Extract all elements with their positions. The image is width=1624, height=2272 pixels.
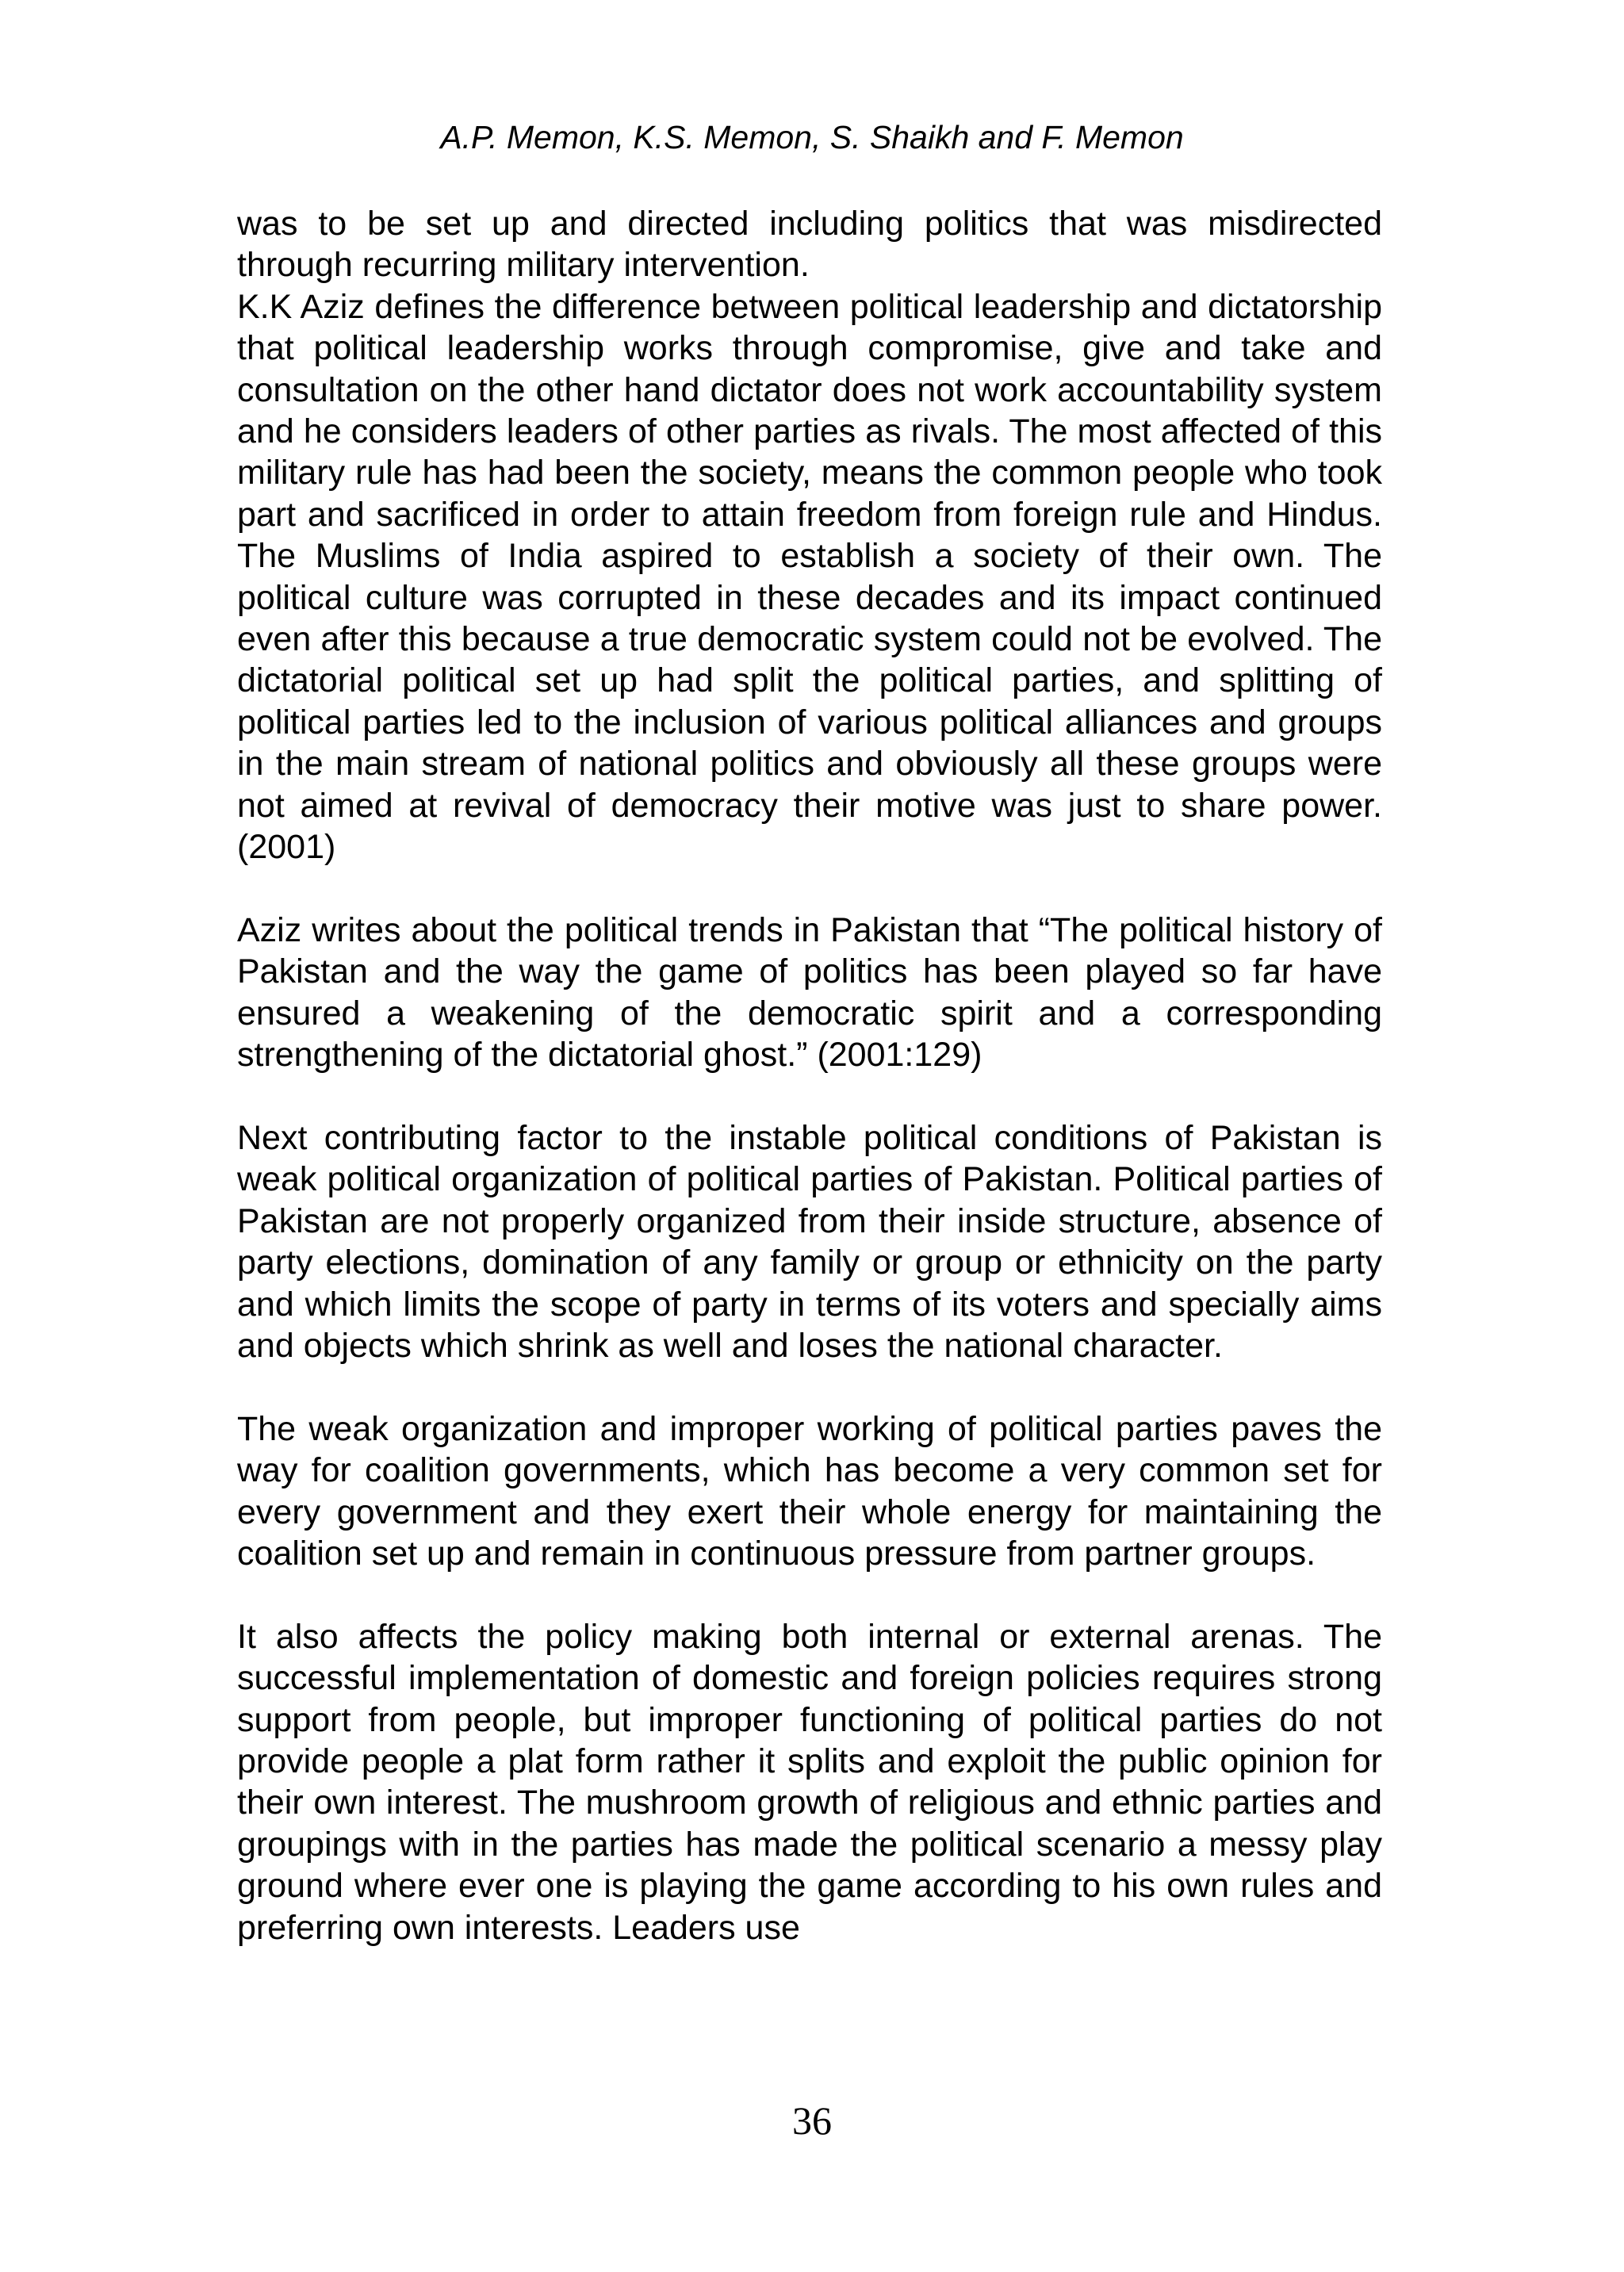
paragraph-party-organization: Next contributing factor to the instable political conditions of Pakistan is weak political organization of political parties of Pakistan. Political parties of Pakistan are not properly organized from their inside structure, absence of party elections, domination of any family or group or ethnicity on the party and which limits the scope of party in terms of its voters and specially aims and objects which shrink as well and loses the national character.	[237, 1118, 1382, 1365]
paragraph-aziz-quote: Aziz writes about the political trends in Pakistan that “The political history of Pakistan and the way the game of politics has been played so far have ensured a weakening of the democratic spirit and a corresponding strengthening of the dictatorial ghost.” (2001:129)	[237, 910, 1382, 1075]
paragraph-policy-making: It also affects the policy making both internal or external arenas. The successful implementation of domestic and foreign policies requires strong support from people, but improper functioning of political parties do not provide people a plat form rather it splits and exploit the public opinion for their own interest. The mushroom growth of religious and ethnic parties and groupings with in the parties has made the political scenario a messy play ground where ever one is playing the game according to his own rules and preferring own interests. Leaders use	[237, 1617, 1382, 1947]
page-number: 36	[792, 2098, 832, 2143]
paragraph-continuation: was to be set up and directed including politics that was misdirected through recurring military intervention.	[237, 205, 1382, 285]
running-header-authors: A.P. Memon, K.S. Memon, S. Shaikh and F. Memon	[440, 119, 1184, 155]
paragraph-coalition-governments: The weak organization and improper working of political parties paves the way for coalition governments, which has become a very common set for every government and they exert their whole energy for maintaining the coalition set up and remain in continuous pressure from partner groups.	[237, 1409, 1382, 1573]
body-text	[237, 203, 1382, 1948]
paragraph-aziz-definition: K.K Aziz defines the difference between political leadership and dictatorship that political leadership works through compromise, give and take and consultation on the other hand dictator does not work accountability system and he considers leaders of other parties as rivals. The most affected of this military rule has had been the society, means the common people who took part and sacrificed in order to attain freedom from foreign rule and Hindus. The Muslims of India aspired to establish a society of their own. The political culture was corrupted in these decades and its impact continued even after this because a true democratic system could not be evolved. The dictatorial political set up had split the political parties, and splitting of political parties led to the inclusion of various political alliances and groups in the main stream of national politics and obviously all these groups were not aimed at revival of democracy their motive was just to share power. (2001)	[237, 287, 1382, 867]
